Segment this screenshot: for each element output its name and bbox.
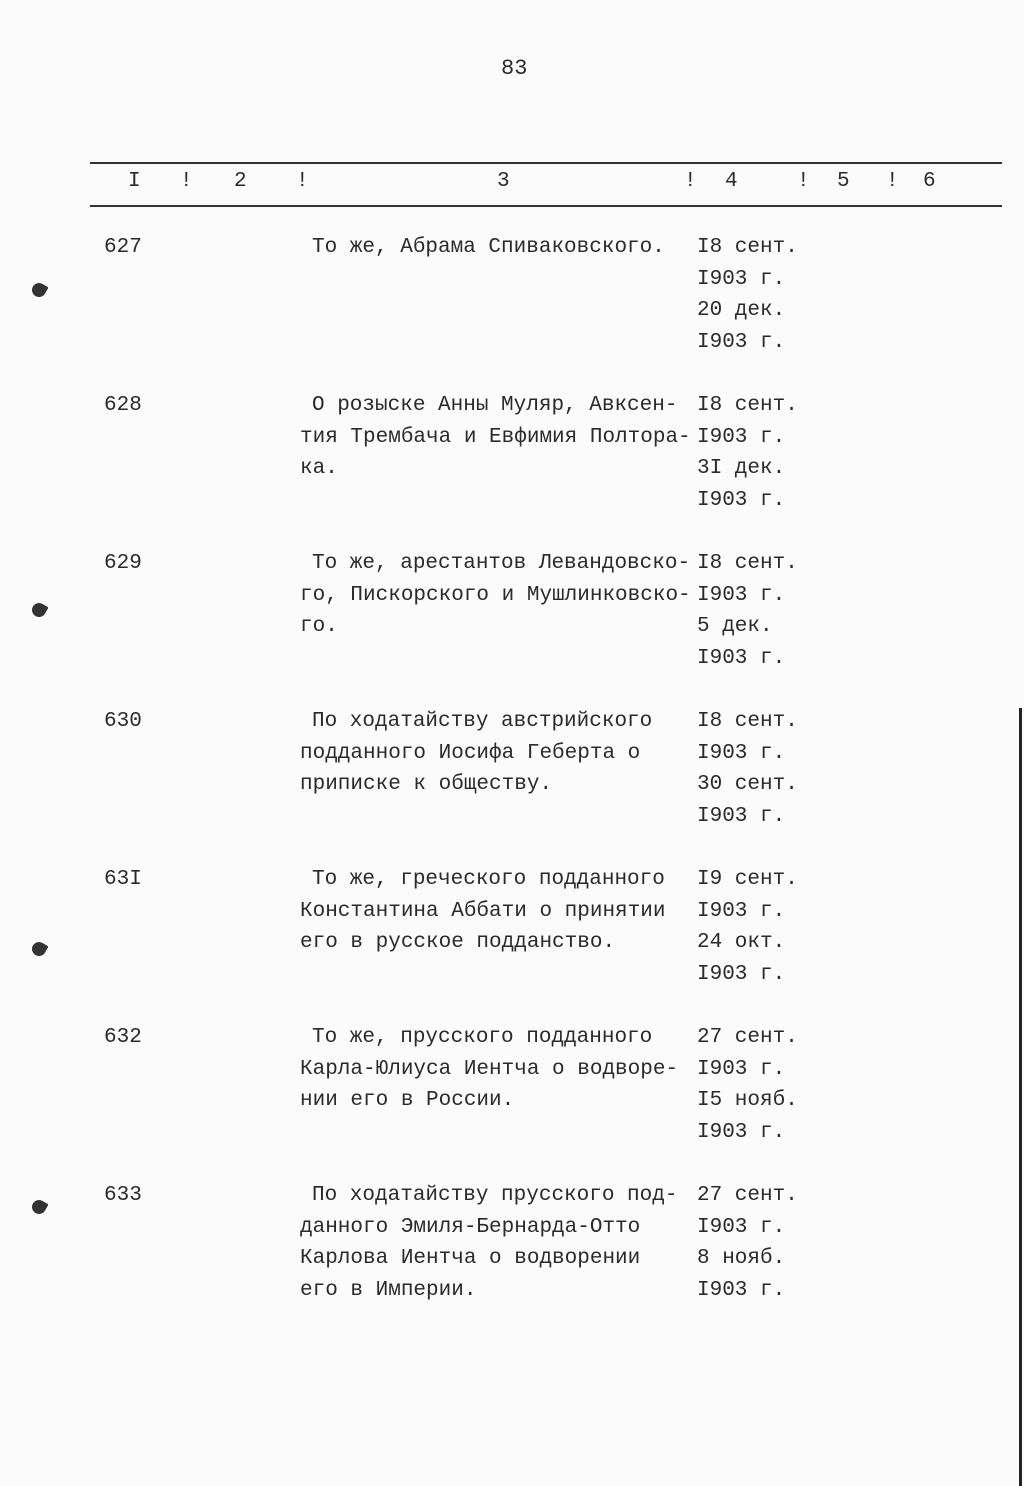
description-line: По ходатайству австрийского <box>312 710 653 733</box>
date-line: I8 сент. <box>697 236 798 259</box>
entry-number: 632 <box>104 1026 142 1049</box>
date-line: 30 сент. <box>697 773 798 797</box>
entry-number: 630 <box>104 710 142 733</box>
entry-dates <box>697 864 798 990</box>
date-line: I8 сент. <box>697 394 798 417</box>
date-line: I9 сент. <box>697 868 798 891</box>
description-line: нии его в России. <box>300 1089 515 1113</box>
description-line: То же, греческого подданного <box>312 868 665 891</box>
description-line: тия Трембача и Евфимия Полтора- <box>300 425 691 449</box>
description-line: То же, прусского подданного <box>312 1026 653 1049</box>
header-separator: ! <box>180 170 193 193</box>
description-line: Карлова Иентча о водворении <box>300 1247 641 1271</box>
entry-dates <box>697 232 798 358</box>
header-col-1: I <box>128 170 141 193</box>
description-line: По ходатайству прусского под- <box>312 1184 678 1207</box>
table-top-rule <box>90 162 1002 164</box>
header-col-4: 4 <box>725 170 738 193</box>
date-line: I903 г. <box>697 1120 786 1144</box>
date-line: I903 г. <box>697 488 786 512</box>
description-line: данного Эмиля-Бернарда-Отто <box>300 1215 641 1239</box>
entry-dates <box>697 548 798 674</box>
description-line: ка. <box>300 457 338 481</box>
description-line: О розыске Анны Муляр, Авксен- <box>312 394 678 417</box>
date-line: I903 г. <box>697 1278 786 1302</box>
description-line: его в Империи. <box>300 1278 477 1302</box>
date-line: 3I дек. <box>697 457 786 481</box>
header-col-6: 6 <box>923 170 936 193</box>
entry-description <box>300 706 652 801</box>
entry-dates <box>697 706 798 832</box>
entry-dates <box>697 1180 798 1306</box>
entry-dates <box>697 1022 798 1148</box>
description-line: То же, Абрама Спиваковского. <box>312 236 665 259</box>
date-line: I903 г. <box>697 1057 786 1081</box>
entry-number: 633 <box>104 1184 142 1207</box>
header-separator: ! <box>684 170 697 193</box>
date-line: 8 нояб. <box>697 1247 786 1271</box>
date-line: I903 г. <box>697 646 786 670</box>
description-line: подданного Иосифа Геберта о <box>300 741 641 765</box>
binding-hole-mark <box>29 1197 48 1216</box>
date-line: I5 нояб. <box>697 1089 798 1113</box>
date-line: I903 г. <box>697 804 786 828</box>
date-line: I903 г. <box>697 425 786 449</box>
header-col-2: 2 <box>234 170 247 193</box>
header-separator: ! <box>296 170 309 193</box>
date-line: I903 г. <box>697 330 786 354</box>
date-line: I8 сент. <box>697 552 798 575</box>
entry-number: 629 <box>104 552 142 575</box>
date-line: I903 г. <box>697 962 786 986</box>
description-line: То же, арестантов Левандовско- <box>312 552 691 575</box>
date-line: I903 г. <box>697 1215 786 1239</box>
date-line: 27 сент. <box>697 1184 798 1207</box>
date-line: 20 дек. <box>697 299 786 323</box>
entry-description <box>300 548 691 643</box>
entry-description <box>300 1180 677 1306</box>
header-separator: ! <box>797 170 810 193</box>
date-line: I903 г. <box>697 741 786 765</box>
entry-description <box>300 232 665 264</box>
date-line: I903 г. <box>697 899 786 923</box>
date-line: I903 г. <box>697 583 786 607</box>
page-number: 83 <box>501 56 528 81</box>
date-line: I903 г. <box>697 267 786 291</box>
entry-dates <box>697 390 798 516</box>
date-line: 24 окт. <box>697 931 786 955</box>
description-line: Константина Аббати о принятии <box>300 899 666 923</box>
scan-edge <box>1019 708 1022 1486</box>
entry-number: 63I <box>104 868 142 891</box>
description-line: приписке к обществу. <box>300 773 553 797</box>
description-line: Карла-Юлиуса Иентча о водворе- <box>300 1057 679 1081</box>
entry-number: 628 <box>104 394 142 417</box>
description-line: го. <box>300 615 338 639</box>
date-line: 27 сент. <box>697 1026 798 1049</box>
description-line: его в русское подданство. <box>300 931 616 955</box>
header-col-5: 5 <box>837 170 850 193</box>
description-line: го, Пискорского и Мушлинковско- <box>300 583 691 607</box>
date-line: I8 сент. <box>697 710 798 733</box>
date-line: 5 дек. <box>697 615 773 639</box>
header-col-3: 3 <box>497 170 510 193</box>
binding-hole-mark <box>29 280 48 299</box>
table-header-rule <box>90 205 1002 207</box>
entry-description <box>300 390 691 485</box>
entry-description <box>300 864 665 959</box>
header-separator: ! <box>886 170 899 193</box>
entry-number: 627 <box>104 236 142 259</box>
binding-hole-mark <box>29 939 48 958</box>
entry-description <box>300 1022 678 1117</box>
binding-hole-mark <box>29 600 48 619</box>
